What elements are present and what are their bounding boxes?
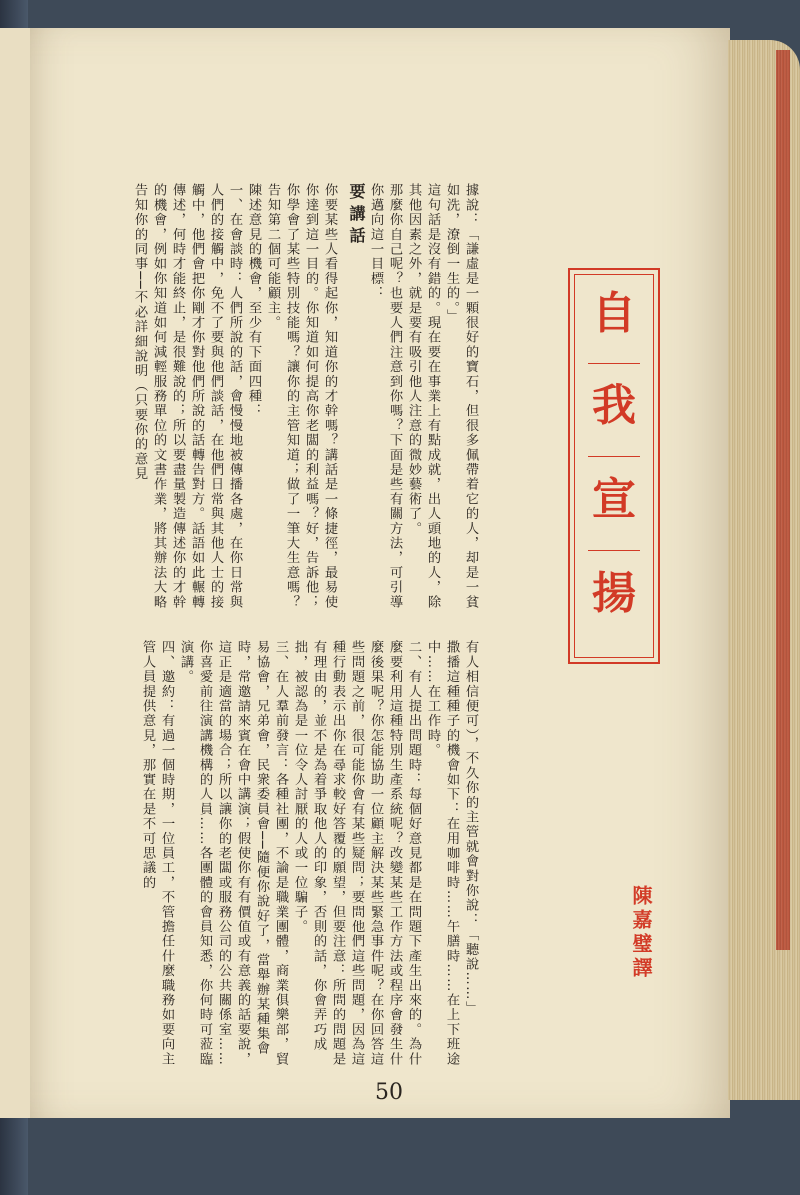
text-column-lower — [138, 640, 480, 1080]
title-divider — [588, 456, 640, 457]
title-char: 我 — [592, 380, 636, 431]
paragraph: 你要某些人看得起你，知道你的才幹嗎？講話是一條捷徑，最易使你達到這一目的。你知道如何提高你老闆的利益嗎？好，告訴他；你學會了某些特別技能嗎？讓你的主管知道；做了一筆大生意嗎？告知第二個可能顧主。 — [265, 183, 337, 610]
paragraph: 一、在會談時：人們所說的話，會慢慢地被傳播各處，在你日常與人們的接觸中，免不了要與他們談話，在他們日常與其他人士的接觸中，他們會把你剛才你對他們所說的話轉告對方。話語如此輾轉傳述，何時才能終止，是很難說的；所以要盡量製造傳述你的才幹的機會，例如你知道如何減輕服務單位的文書作業，將其辦法大略告知你的同事──不必詳細說明（只要你的意見 — [132, 183, 242, 610]
paragraph: 撒播這種種子的機會如下：在用咖啡時……午膳時……在上下班途中……在工作時。 — [425, 640, 459, 1067]
title-divider — [588, 550, 640, 551]
paragraph: 那麼你自己呢？也要人們注意到你嗎？下面是些有關方法，可引導你邁向這一目標： — [368, 183, 402, 610]
section-heading: 要講話 — [347, 183, 366, 249]
paragraph: 據說：「謙虛是一顆很好的寶石，但很多佩帶着它的人，却是一貧如洗，潦倒一生的。」 — [444, 183, 478, 610]
article-title-box — [568, 268, 660, 664]
title-char: 宣 — [592, 474, 636, 525]
title-divider — [588, 363, 640, 364]
paragraph: 四、邀約：有過一個時期，一位員工，不管擔任什麼職務如要向主管人員提供意見，那實在是不可思議的 — [140, 640, 174, 1067]
title-char: 揚 — [592, 568, 636, 619]
paragraph: 有人相信便可），不久你的主管就會對你說：「聽說……」 — [463, 640, 478, 1016]
text-column-upper — [130, 183, 480, 623]
book-page-edges — [728, 40, 800, 1100]
title-char: 自 — [592, 288, 636, 339]
paragraph: 陳述意見的機會，至少有下面四種： — [246, 183, 261, 419]
paragraph: 三、在人羣前發言：各種社團，不論是職業團體，商業俱樂部，貿易協會，兄弟會，民衆委員會──隨便你說好了，當舉辦某種集會時，常邀請來賓在會中講演；假使你有有價值或有意義的話要說，這正是適當的場合；所以讓你的老闆或服務公司的公共關係室……你喜愛前往演講機構的人員……各團體的會員知悉，你何時可蒞臨演講。 — [178, 640, 288, 1067]
paragraph: 這句話是沒有錯的。現在要在事業上有點成就，出人頭地的人，除其他因素之外，就是要有吸引他人注意的微妙藝術了。 — [406, 183, 440, 610]
previous-page-edge — [0, 28, 31, 1118]
translator-credit: 陳嘉璧譯 — [629, 885, 653, 981]
page-number: 50 — [375, 1080, 403, 1105]
paragraph: 二、有人提出問題時：每個好意見都是在問題下產生出來的。為什麼要利用這種特別生產系統呢？改變某些工作方法或程序會發生什麼後果呢？你怎能協助一位顧主解決某些緊急事件呢？在你回答這些問題之前，很可能你會有某些疑問；要問他們這些問題，因為這種行動表示出你在尋求較好答覆的願望，但要注意：所問的問題是有理由的，並不是為着爭取他人的印象，否則的話，你會弄巧成拙，被認為是一位令人討厭的人或一位騙子。 — [292, 640, 421, 1067]
